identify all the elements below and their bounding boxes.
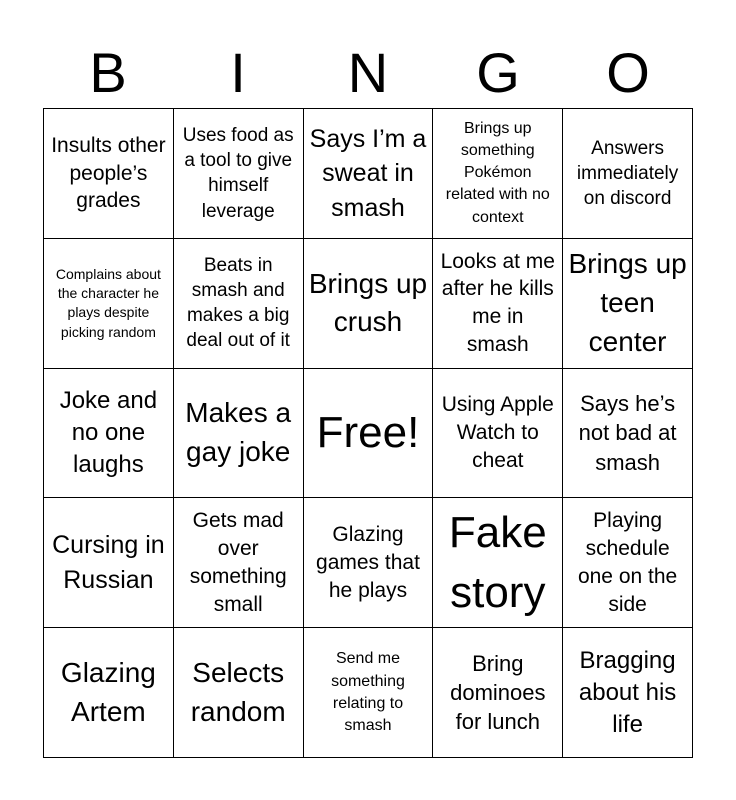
cell-text: Selects random xyxy=(190,656,286,727)
cell-text: Fake story xyxy=(448,507,547,617)
bingo-cell-r5c4[interactable] xyxy=(433,628,563,758)
bingo-cell-r1c4[interactable] xyxy=(433,109,563,239)
bingo-cell-r2c1[interactable] xyxy=(44,239,174,369)
header-letter-o: O xyxy=(606,41,650,104)
bingo-cell-r4c3[interactable] xyxy=(304,498,434,628)
bingo-cell-r1c3[interactable] xyxy=(304,109,434,239)
bingo-cell-r4c2[interactable] xyxy=(174,498,304,628)
bingo-cell-r1c1[interactable] xyxy=(44,109,174,239)
bingo-cell-r3c1[interactable] xyxy=(44,369,174,499)
header-letter-n: N xyxy=(347,41,389,104)
bingo-header xyxy=(43,38,693,108)
bingo-cell-r5c3[interactable] xyxy=(304,628,434,758)
cell-text: Cursing in Russian xyxy=(52,531,165,594)
bingo-cell-r4c4[interactable] xyxy=(433,498,563,628)
cell-text: Send me something relating to smash xyxy=(331,650,405,734)
cell-text: Beats in smash and makes a big deal out of it xyxy=(186,254,290,352)
header-letter-i: I xyxy=(230,41,246,104)
bingo-cell-r5c2[interactable] xyxy=(174,628,304,758)
free-space-text: Free! xyxy=(316,407,420,457)
cell-text: Bragging about his life xyxy=(578,646,677,738)
bingo-cell-r2c4[interactable] xyxy=(433,239,563,369)
cell-text: Answers immediately on discord xyxy=(576,137,679,210)
cell-text: Joke and no one laughs xyxy=(59,387,158,478)
cell-text: Bring dominoes for lunch xyxy=(450,651,546,735)
cell-text: Brings up crush xyxy=(308,267,428,338)
bingo-cell-r3c5[interactable] xyxy=(563,369,693,499)
cell-text: Using Apple Watch to cheat xyxy=(441,393,554,472)
cell-text: Glazing Artem xyxy=(60,656,156,727)
cell-text: Glazing games that he plays xyxy=(316,523,420,602)
header-letter-b: B xyxy=(89,41,127,104)
bingo-cell-r5c5[interactable] xyxy=(563,628,693,758)
bingo-cell-r4c5[interactable] xyxy=(563,498,693,628)
bingo-cell-r1c2[interactable] xyxy=(174,109,304,239)
cell-text: Brings up teen center xyxy=(568,248,687,357)
cell-text: Makes a gay joke xyxy=(185,397,292,467)
cell-text: Insults other people’s grades xyxy=(51,133,166,213)
bingo-cell-r5c1[interactable] xyxy=(44,628,174,758)
bingo-cell-r3c2[interactable] xyxy=(174,369,304,499)
cell-text: Gets mad over something small xyxy=(189,509,287,616)
cell-text: Brings up something Pokémon related with no context xyxy=(445,120,550,226)
cell-text: Says he’s not bad at smash xyxy=(578,391,677,475)
cell-text: Says I’m a sweat in smash xyxy=(309,124,427,222)
bingo-board xyxy=(43,108,693,758)
bingo-cell-r4c1[interactable] xyxy=(44,498,174,628)
cell-text: Playing schedule one on the side xyxy=(577,509,678,616)
bingo-cell-r2c3[interactable] xyxy=(304,239,434,369)
cell-text: Uses food as a tool to give himself leverage xyxy=(182,124,294,222)
cell-text: Complains about the character he plays despite picking random xyxy=(55,265,161,340)
bingo-cell-r1c5[interactable] xyxy=(563,109,693,239)
bingo-cell-r2c2[interactable] xyxy=(174,239,304,369)
bingo-cell-r2c5[interactable] xyxy=(563,239,693,369)
header-letter-g: G xyxy=(476,41,520,104)
bingo-cell-free[interactable] xyxy=(304,369,434,499)
bingo-cell-r3c4[interactable] xyxy=(433,369,563,499)
cell-text: Looks at me after he kills me in smash xyxy=(440,249,555,356)
